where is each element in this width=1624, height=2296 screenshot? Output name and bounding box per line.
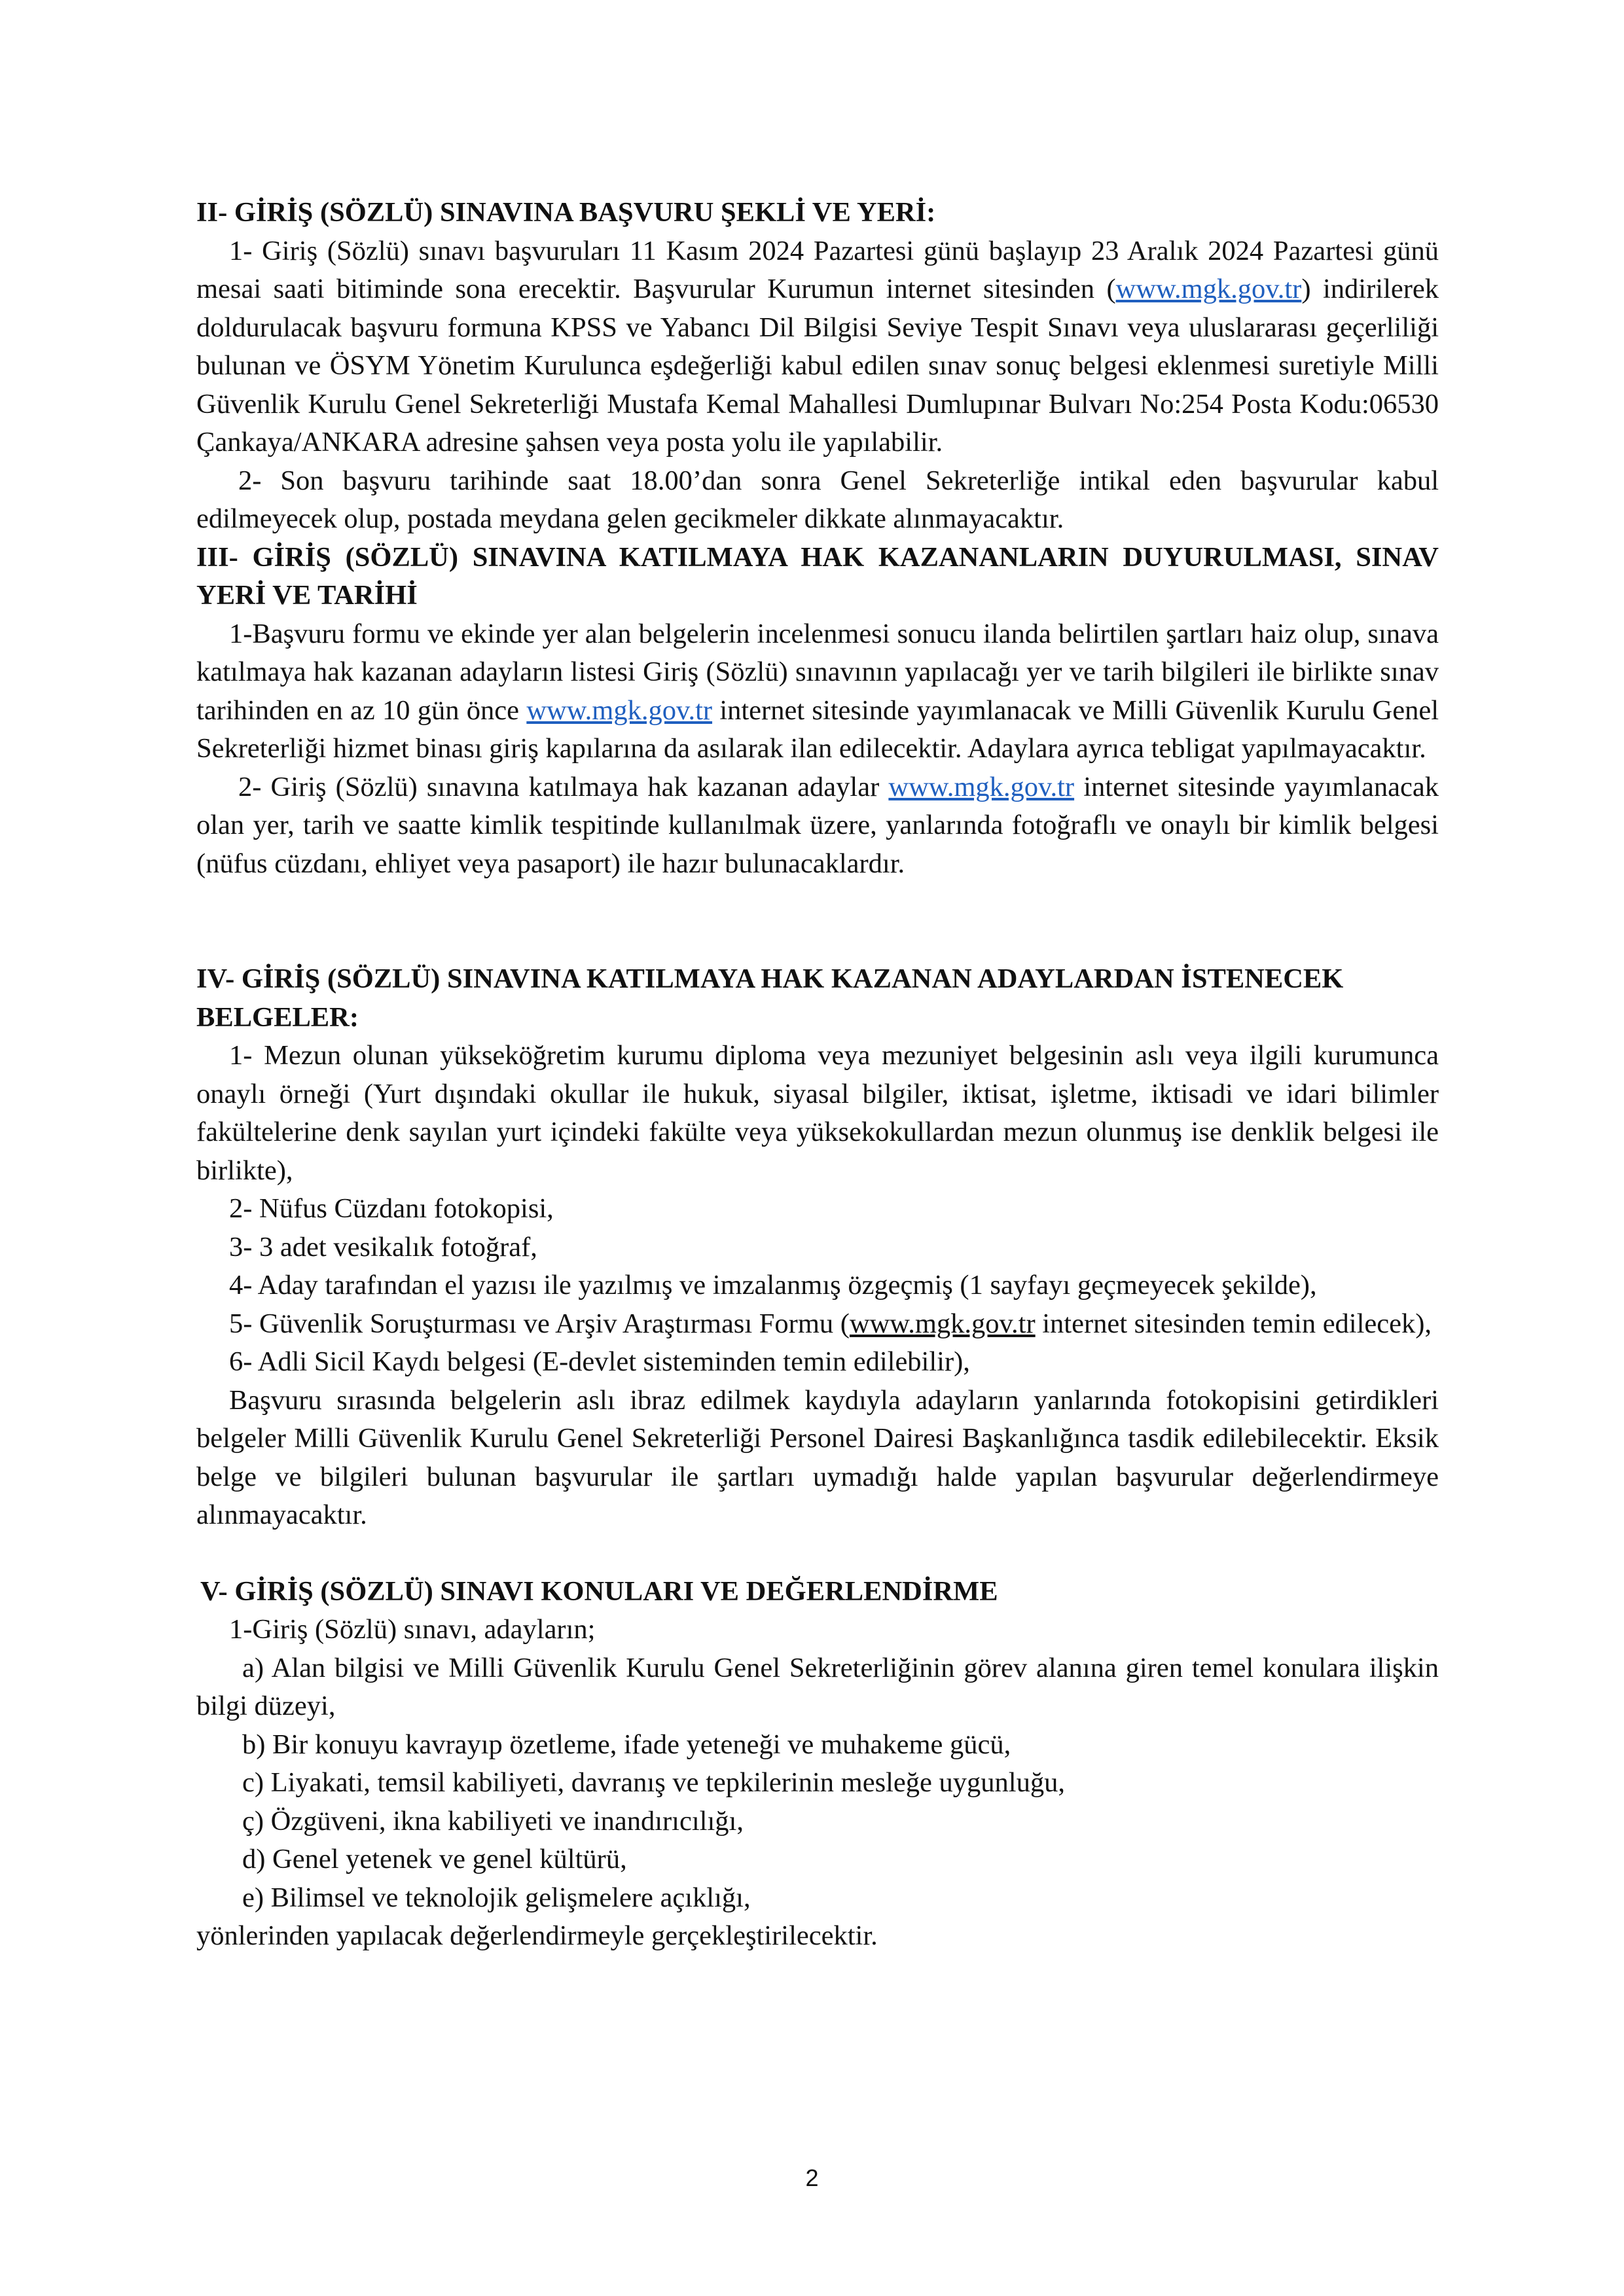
page-number: 2 — [805, 2164, 819, 2191]
section-4-item-3: 3- 3 adet vesikalık fotoğraf, — [229, 1231, 537, 1263]
section-4-item-2: 2- Nüfus Cüzdanı fotokopisi, — [229, 1193, 554, 1224]
document-body — [196, 194, 1439, 1956]
section-3-paragraph-2 — [196, 768, 1439, 884]
text-span: internet sitesinde yayımlanacak ve Milli Güvenlik Kurulu Genel Sekreterliği hizmet binası giriş kapılarına da asılarak ilan edilecektir. Adaylara ayrıca tebligat yapılmayacaktır. — [196, 694, 1439, 764]
section-4-note: Başvuru sırasında belgelerin aslı ibraz edilmek kaydıyla adayların yanlarında fotokopisini getirdikleri belgeler Milli Güvenlik Kurulu Genel Sekreterliği Personel Dairesi Başkanlığınca tasdik edilebilecektir. Eksik belge ve bilgileri bulunan başvurular ile şartları uymadığı halde yapılan başvurular değerlendirmeye alınmayacaktır. — [196, 1384, 1439, 1530]
section-5-closing: yönlerinden yapılacak değerlendirmeyle gerçekleştirilecektir. — [196, 1920, 878, 1951]
spacer — [196, 1535, 1439, 1573]
spacer — [196, 883, 1439, 960]
mgk-website-link[interactable]: www.mgk.gov.tr — [888, 771, 1075, 802]
text-span: internet sitesinden temin edilecek), — [1035, 1308, 1432, 1339]
text-span: ) indirilerek doldurulacak başvuru formuna KPSS ve Yabancı Dil Bilgisi Seviye Tespit Sınavı veya uluslararası geçerliliği bulunan ve ÖSYM Yönetim Kurulunca eşdeğerliği kabul edilen sınav sonuç belgesi eklenmesi suretiyle Milli Güvenlik Kurulu Genel Sekreterliği Mustafa Kemal Mahallesi Dumlupınar Bulvarı No:254 Posta Kodu:06530 Çankaya/ANKARA adresine şahsen veya posta yolu ile yapılabilir. — [196, 274, 1439, 457]
text-span: internet sitesinde yayımlanacak olan yer, tarih ve saatte kimlik tespitinde kullanılmak üzere, yanlarında fotoğraflı ve onaylı bir kimlik belgesi (nüfus cüzdanı, ehliyet veya pasaport) ile hazır bulunacaklardır. — [196, 771, 1439, 879]
section-2-heading: II- GİRİŞ (SÖZLÜ) SINAVINA BAŞVURU ŞEKLİ VE YERİ: — [196, 197, 936, 228]
text-span: 1-Başvuru formu ve ekinde yer alan belgelerin incelenmesi sonucu ilanda belirtilen şartları haiz olup, sınava katılmaya hak kazanan adayların listesi Giriş (Sözlü) sınavının yapılacağı yer ve tarih bilgileri ile birlikte sınav tarihinden en az 10 gün önce — [196, 618, 1439, 726]
section-5-item-d: d) Genel yetenek ve genel kültürü, — [242, 1844, 627, 1874]
mgk-website-link[interactable]: www.mgk.gov.tr — [849, 1308, 1036, 1339]
section-5-intro: 1-Giriş (Sözlü) sınavı, adayların; — [229, 1614, 596, 1645]
section-3-paragraph-1 — [196, 615, 1439, 768]
section-5-item-c: c) Liyakati, temsil kabiliyeti, davranış ve tepkilerinin mesleğe uygunluğu, — [242, 1767, 1065, 1798]
text-span: 1- Giriş (Sözlü) sınavı başvuruları 11 Kasım 2024 Pazartesi günü başlayıp 23 Aralık 2024 Pazartesi günü mesai saati bitiminde sona erecektir. Başvurular Kurumun internet sitesinden ( — [196, 235, 1439, 304]
section-5-item-a: a) Alan bilgisi ve Milli Güvenlik Kurulu Genel Sekreterliğinin görev alanına giren temel konulara ilişkin bilgi düzeyi, — [196, 1652, 1439, 1721]
section-3-heading: III- GİRİŞ (SÖZLÜ) SINAVINA KATILMAYA HAK KAZANANLARIN DUYURULMASI, SINAV YERİ VE TARİHİ — [196, 541, 1439, 611]
section-4-item-6: 6- Adli Sicil Kaydı belgesi (E-devlet sisteminden temin edilebilir), — [229, 1346, 970, 1377]
section-5-item-e: e) Bilimsel ve teknolojik gelişmelere açıklığı, — [242, 1882, 751, 1913]
text-span: 5- Güvenlik Soruşturması ve Arşiv Araştırması Formu ( — [229, 1308, 850, 1339]
text-span: 2- Giriş (Sözlü) sınavına katılmaya hak kazanan adaylar — [238, 771, 889, 802]
section-5-item-b: b) Bir konuyu kavrayıp özetleme, ifade yeteneği ve muhakeme gücü, — [242, 1729, 1011, 1760]
section-4-heading: IV- GİRİŞ (SÖZLÜ) SINAVINA KATILMAYA HAK KAZANAN ADAYLARDAN İSTENECEK BELGELER: — [196, 963, 1344, 1033]
section-5-heading: V- GİRİŞ (SÖZLÜ) SINAVI KONULARI VE DEĞERLENDİRME — [200, 1575, 998, 1607]
section-4-item-1: 1- Mezun olunan yükseköğretim kurumu diploma veya mezuniyet belgesinin aslı veya ilgili kurumunca onaylı örneği (Yurt dışındaki okullar ile hukuk, siyasal bilgiler, iktisat, işletme, iktisadi ve idari bilimler fakültelerine denk sayılan yurt içindeki fakülte veya yüksekokullardan mezun olunmuş ise denklik belgesi ile birlikte), — [196, 1040, 1439, 1186]
section-5-item-c-cedilla: ç) Özgüveni, ikna kabiliyeti ve inandırıcılığı, — [242, 1805, 744, 1837]
section-2-paragraph-1 — [196, 232, 1439, 462]
section-4-item-5 — [196, 1305, 1439, 1344]
mgk-website-link[interactable]: www.mgk.gov.tr — [526, 694, 713, 726]
section-2-paragraph-2: 2- Son başvuru tarihinde saat 18.00’dan sonra Genel Sekreterliğe intikal eden başvurular kabul edilmeyecek olup, postada meydana gelen gecikmeler dikkate alınmayacaktır. — [196, 465, 1439, 534]
section-4-item-4: 4- Aday tarafından el yazısı ile yazılmış ve imzalanmış özgeçmiş (1 sayfayı geçmeyecek şekilde), — [229, 1270, 1317, 1300]
mgk-website-link[interactable]: www.mgk.gov.tr — [1115, 274, 1302, 304]
